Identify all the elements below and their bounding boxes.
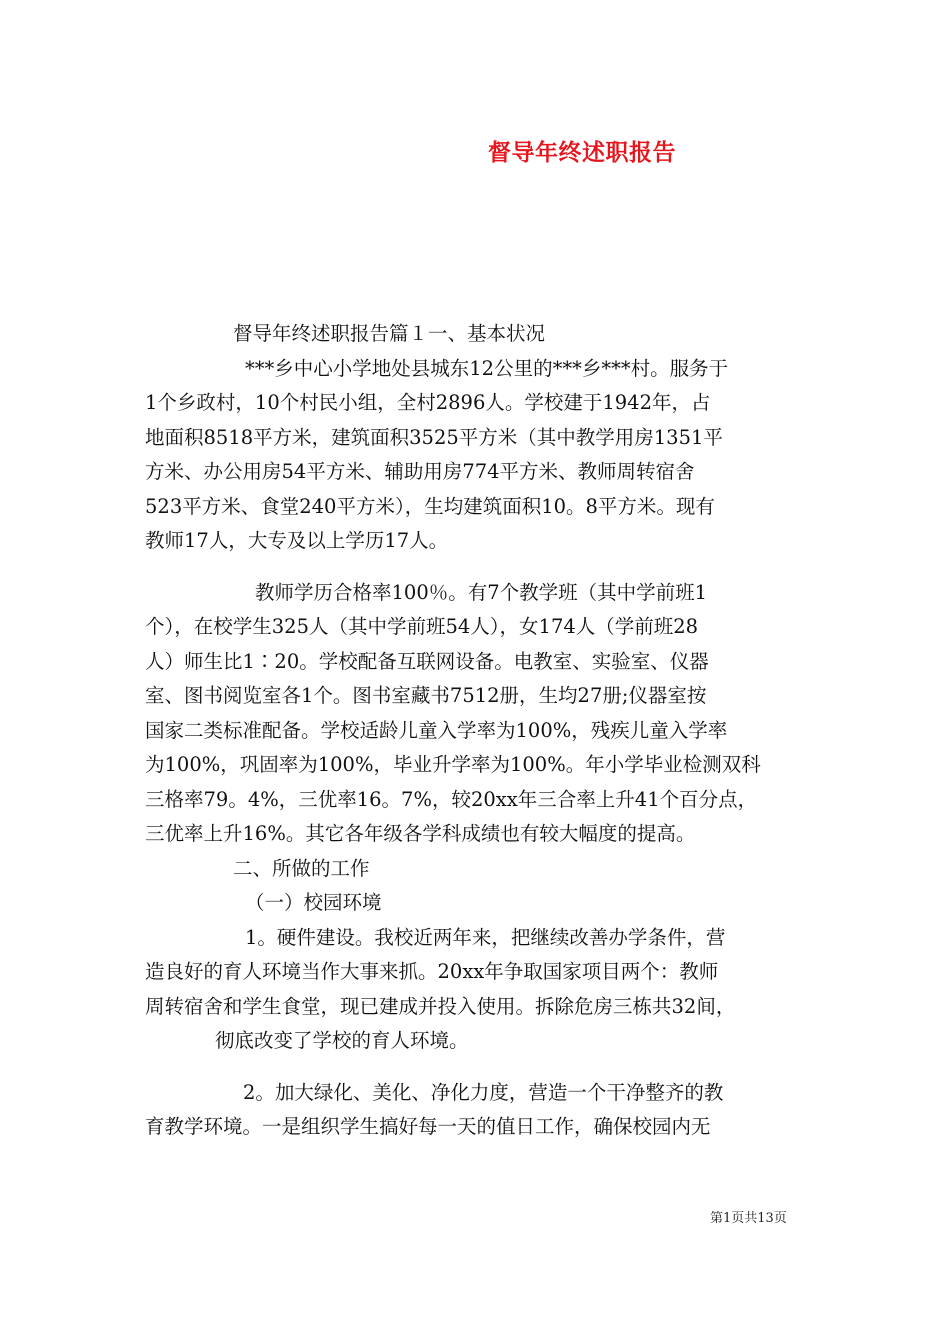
body-line: 周转宿舍和学生食堂，现已建成并投入使用。拆除危房三栋共32间， bbox=[145, 995, 736, 1018]
body-line: 523平方米、食堂240平方米），生均建筑面积10。8平方米。现有 bbox=[145, 495, 715, 518]
body-line: 造良好的育人环境当作大事来抓。20xx年争取国家项目两个：教师 bbox=[145, 960, 719, 983]
body-line: 人）师生比1∶20。学校配备互联网设备。电教室、实验室、仪器 bbox=[145, 650, 709, 673]
body-line: 彻底改变了学校的育人环境。 bbox=[215, 1029, 469, 1052]
body-line: 国家二类标准配备。学校适龄儿童入学率为100%，残疾儿童入学率 bbox=[145, 719, 728, 742]
document-title: 督导年终述职报告 bbox=[488, 139, 676, 166]
body-line: 督导年终述职报告篇１一、基本状况 bbox=[233, 322, 546, 345]
body-line: 教师17人，大专及以上学历17人。 bbox=[145, 529, 449, 552]
body-line: 方米、办公用房54平方米、辅助用房774平方米、教师周转宿舍 bbox=[145, 460, 695, 483]
body-line: 三优率上升16%。其它各年级各学科成绩也有较大幅度的提高。 bbox=[145, 822, 696, 845]
body-line: 2。加大绿化、美化、净化力度，营造一个干净整齐的教 bbox=[243, 1081, 724, 1104]
body-line: 育教学环境。一是组织学生搞好每一天的值日工作，确保校园内无 bbox=[145, 1115, 711, 1138]
body-line: 二、所做的工作 bbox=[233, 857, 370, 880]
body-line: 地面积8518平方米，建筑面积3525平方米（其中教学用房1351平 bbox=[145, 426, 723, 449]
body-line: 1。硬件建设。我校近两年来，把继续改善办学条件，营 bbox=[245, 926, 726, 949]
body-line: 教师学历合格率100％。有7个教学班（其中学前班1 bbox=[255, 581, 708, 604]
page-footer: 第1页共13页 bbox=[710, 1211, 787, 1226]
body-line: ***乡中心小学地处县城东12公里的***乡***村。服务于 bbox=[245, 357, 729, 380]
body-line: 为100%，巩固率为100%，毕业升学率为100%。年小学毕业检测双科 bbox=[145, 753, 761, 776]
body-line: 1个乡政村，10个村民小组，全村2896人。学校建于1942年，占 bbox=[145, 391, 711, 414]
body-line: （一）校园环境 bbox=[245, 891, 382, 914]
body-line: 三格率79。4%，三优率16。7%，较20xx年三合率上升41个百分点， bbox=[145, 788, 758, 811]
body-line: 个），在校学生325人（其中学前班54人），女174人（学前班28 bbox=[145, 615, 699, 638]
body-line: 室、图书阅览室各1个。图书室藏书7512册，生均27册;仪器室按 bbox=[145, 684, 707, 707]
